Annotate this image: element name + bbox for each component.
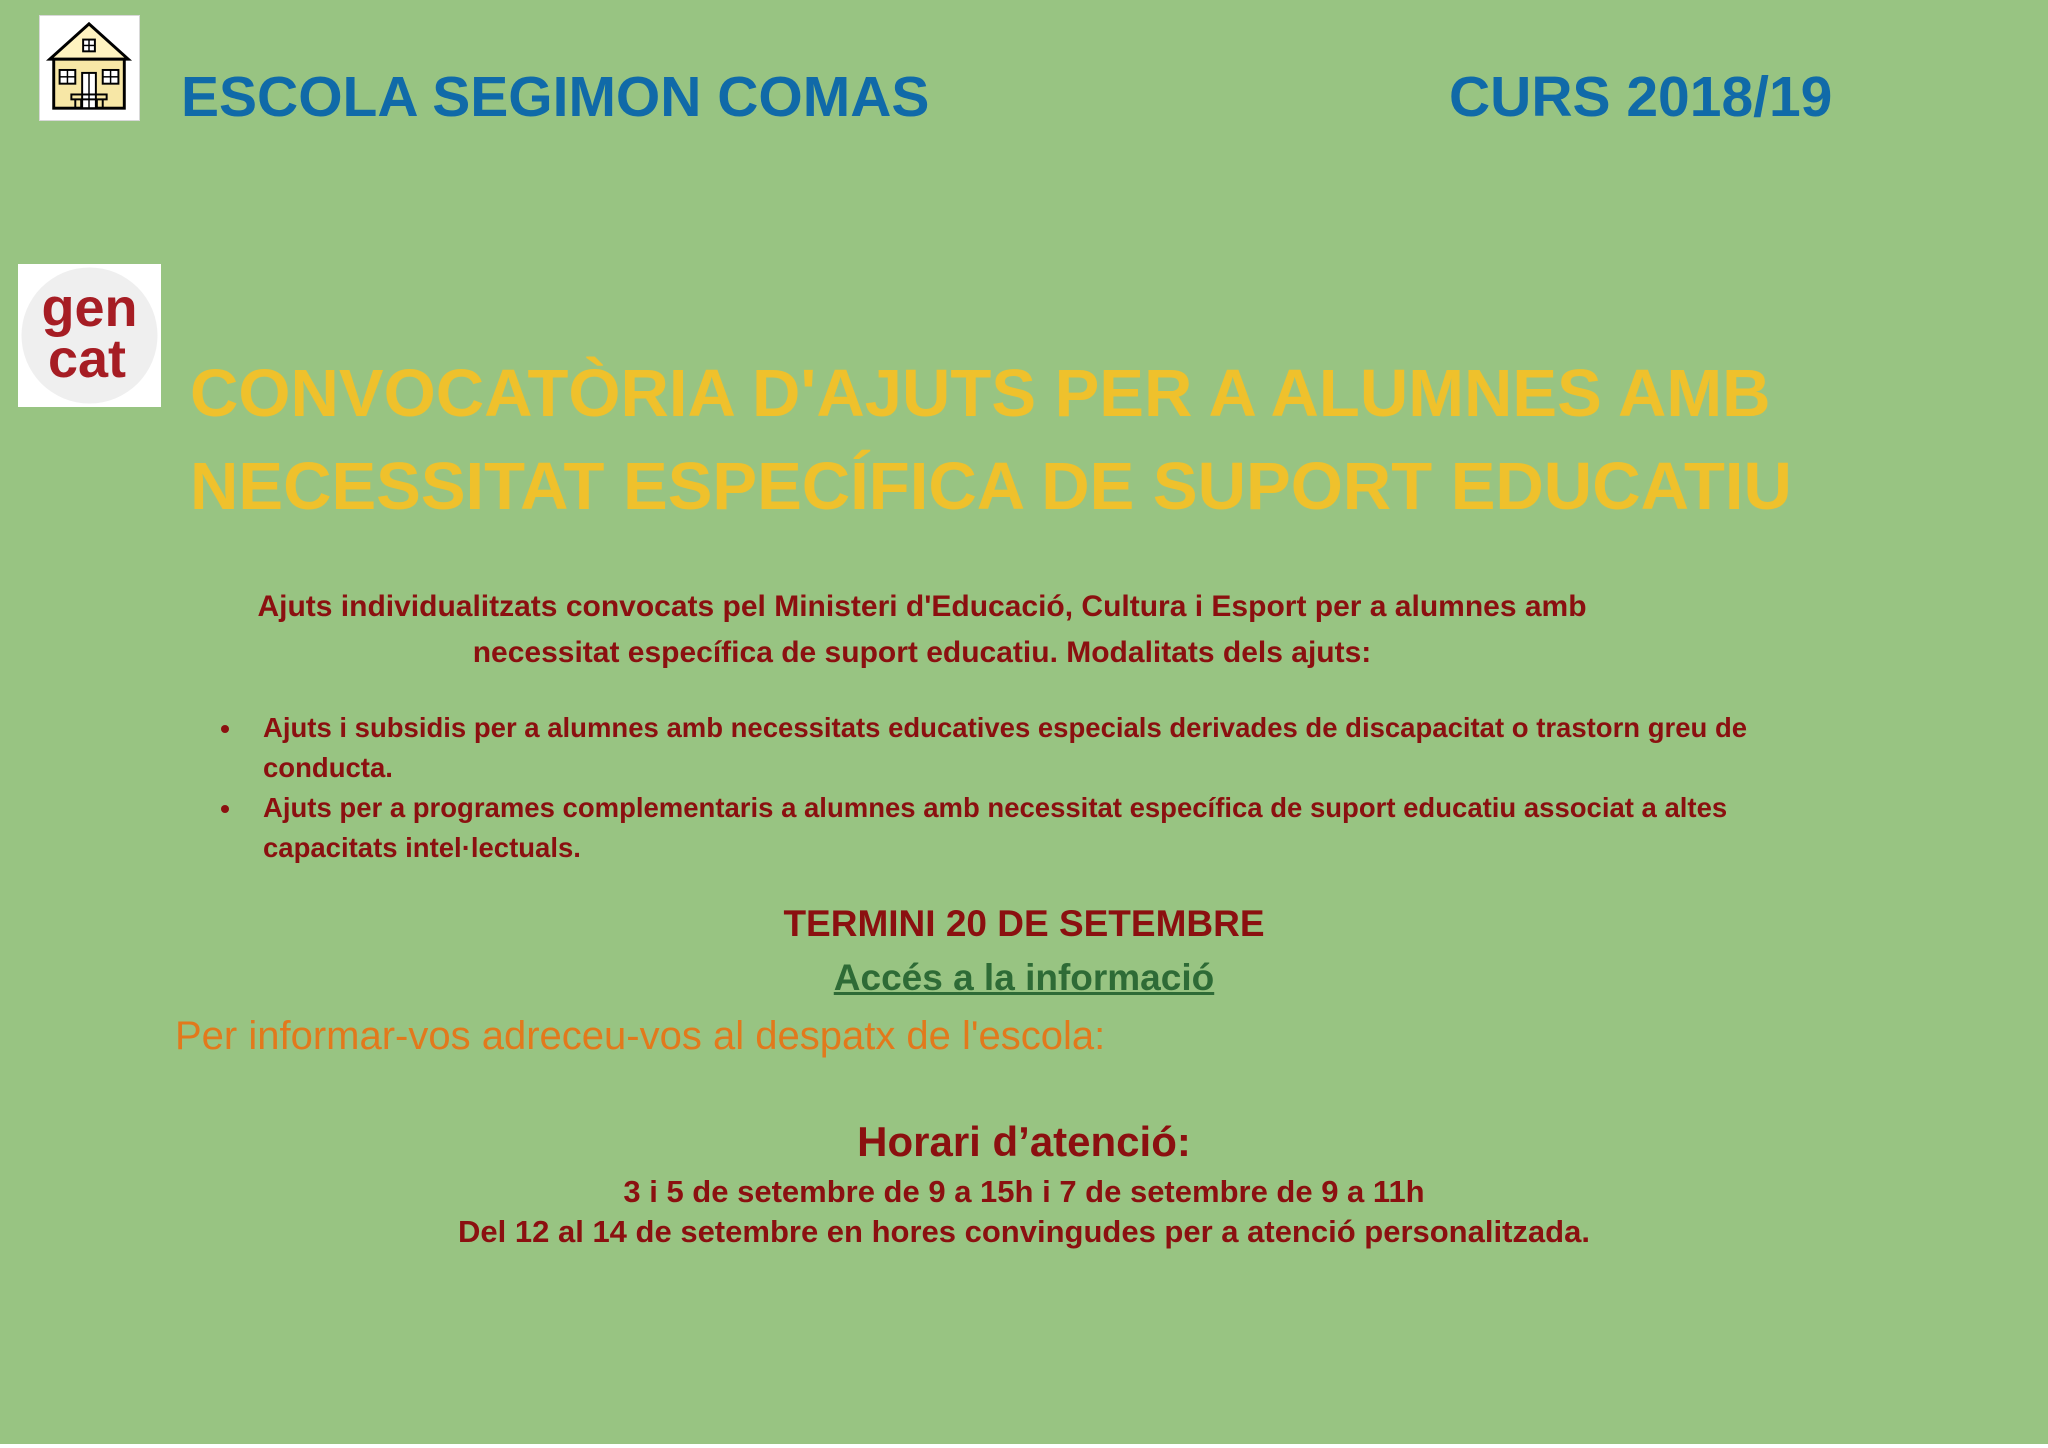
gencat-logo-line2: cat — [47, 329, 127, 389]
bullet-icon — [221, 805, 229, 813]
deadline-text: TERMINI 20 DE SETEMBRE — [783, 903, 1265, 944]
modality-1-line-1: Ajuts i subsidis per a alumnes amb necessitats educatives especials derivades de discapacitat o trastorn greu de — [263, 712, 1748, 743]
modality-2-line-2: capacitats intel·lectuals. — [263, 832, 581, 863]
title-line-1: CONVOCATÒRIA D'AJUTS PER A ALUMNES AMB — [190, 356, 1771, 431]
modalities-list — [203, 708, 1853, 868]
intro-paragraph: Ajuts individualitzats convocats pel Ministeri d'Educació, Cultura i Esport per a alumnes amb necessitat específica de suport educatiu. Modalitats dels ajuts: — [257, 590, 1587, 669]
gencat-logo — [18, 264, 161, 407]
gencat-logo-line1: gen — [41, 278, 138, 338]
page-title — [190, 347, 1792, 533]
hours-title: Horari d’atenció: — [857, 1118, 1191, 1165]
inform-text: Per informar-vos adreceu-vos al despatx de l'escola: — [175, 1014, 1106, 1058]
bullet-icon — [221, 725, 229, 733]
title-line-2: NECESSITAT ESPECÍFICA DE SUPORT EDUCATIU — [190, 449, 1792, 524]
modality-1-line-2: conducta. — [263, 752, 393, 783]
school-logo-house-icon — [39, 15, 140, 121]
school-name: ESCOLA SEGIMON COMAS — [181, 65, 930, 129]
list-item — [203, 788, 1853, 868]
modality-2-line-1: Ajuts per a programes complementaris a alumnes amb necessitat específica de suport educatiu associat a altes — [263, 792, 1728, 823]
list-item — [203, 708, 1853, 788]
info-access-link[interactable]: Accés a la informació — [833, 957, 1215, 998]
course-year: CURS 2018/19 — [1449, 65, 1833, 129]
hours-line-1: 3 i 5 de setembre de 9 a 15h i 7 de setembre de 9 a 11h — [623, 1174, 1425, 1209]
hours-line-2: Del 12 al 14 de setembre en hores convingudes per a atenció personalitzada. — [458, 1214, 1590, 1249]
